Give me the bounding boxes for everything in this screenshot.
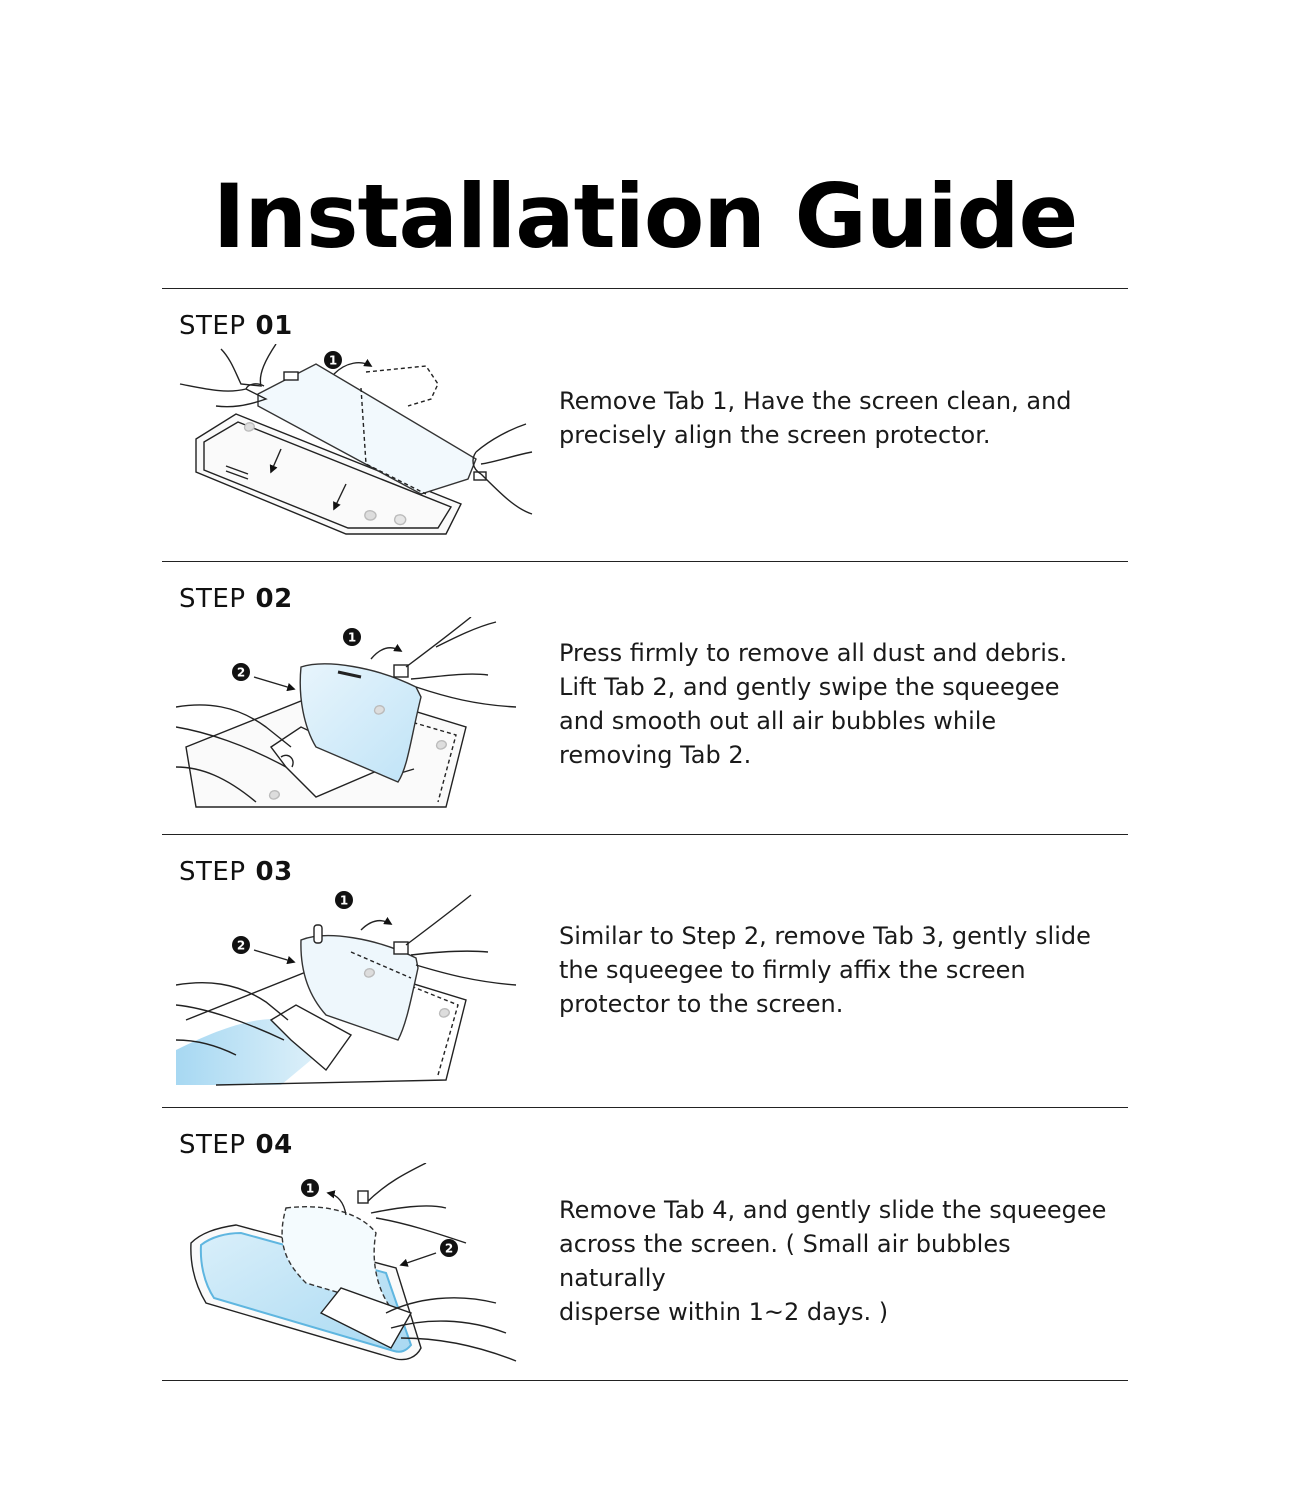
- step-label: [179, 311, 293, 341]
- step-label: [179, 857, 293, 887]
- description-line: across the screen. ( Small air bubbles naturally: [559, 1230, 1011, 1292]
- step-word: STEP: [179, 584, 246, 614]
- step-number: 02: [255, 584, 293, 614]
- svg-text:2: 2: [236, 938, 246, 953]
- svg-text:1: 1: [305, 1181, 315, 1196]
- step-number: 03: [255, 857, 293, 887]
- description-line: protector to the screen.: [559, 990, 844, 1018]
- step-3: [162, 835, 1128, 1107]
- step-2-illustration: [176, 617, 536, 817]
- description-line: Press firmly to remove all dust and debris.: [559, 639, 1068, 667]
- description-line: and smooth out all air bubbles while: [559, 707, 997, 735]
- step-4-illustration: [176, 1163, 536, 1363]
- step-4-description: [559, 1193, 1119, 1329]
- numbered-circle-icon: [335, 891, 353, 909]
- step-2: [162, 562, 1128, 834]
- step-label: [179, 584, 293, 614]
- step-3-illustration: [176, 890, 536, 1090]
- numbered-circle-icon: [440, 1239, 458, 1257]
- description-line: Remove Tab 4, and gently slide the squeegee: [559, 1196, 1107, 1224]
- description-line: precisely align the screen protector.: [559, 421, 991, 449]
- description-line: Lift Tab 2, and gently swipe the squeegee: [559, 673, 1060, 701]
- numbered-circle-icon: [343, 628, 361, 646]
- step-1-illustration: [176, 344, 536, 544]
- numbered-circle-icon: [324, 351, 342, 369]
- divider: [162, 1380, 1128, 1381]
- description-line: Similar to Step 2, remove Tab 3, gently slide: [559, 922, 1091, 950]
- numbered-circle-icon: [232, 936, 250, 954]
- step-number: 04: [255, 1130, 293, 1160]
- description-line: disperse within 1~2 days. ): [559, 1298, 889, 1326]
- numbered-circle-icon: [232, 663, 250, 681]
- step-3-description: [559, 919, 1119, 1021]
- svg-text:2: 2: [444, 1241, 454, 1256]
- step-number: 01: [255, 311, 293, 341]
- step-1: [162, 289, 1128, 561]
- description-line: removing Tab 2.: [559, 741, 752, 769]
- step-4: [162, 1108, 1128, 1380]
- step-word: STEP: [179, 311, 246, 341]
- step-2-description: [559, 636, 1119, 772]
- step-word: STEP: [179, 1130, 246, 1160]
- numbered-circle-icon: [301, 1179, 319, 1197]
- svg-text:1: 1: [347, 630, 357, 645]
- svg-text:2: 2: [236, 665, 246, 680]
- description-line: Remove Tab 1, Have the screen clean, and: [559, 387, 1072, 415]
- step-1-description: [559, 384, 1119, 452]
- svg-text:1: 1: [328, 353, 338, 368]
- step-label: [179, 1130, 293, 1160]
- step-word: STEP: [179, 857, 246, 887]
- page-title: Installation Guide: [212, 164, 1078, 268]
- description-line: the squeegee to firmly affix the screen: [559, 956, 1026, 984]
- svg-text:1: 1: [339, 893, 349, 908]
